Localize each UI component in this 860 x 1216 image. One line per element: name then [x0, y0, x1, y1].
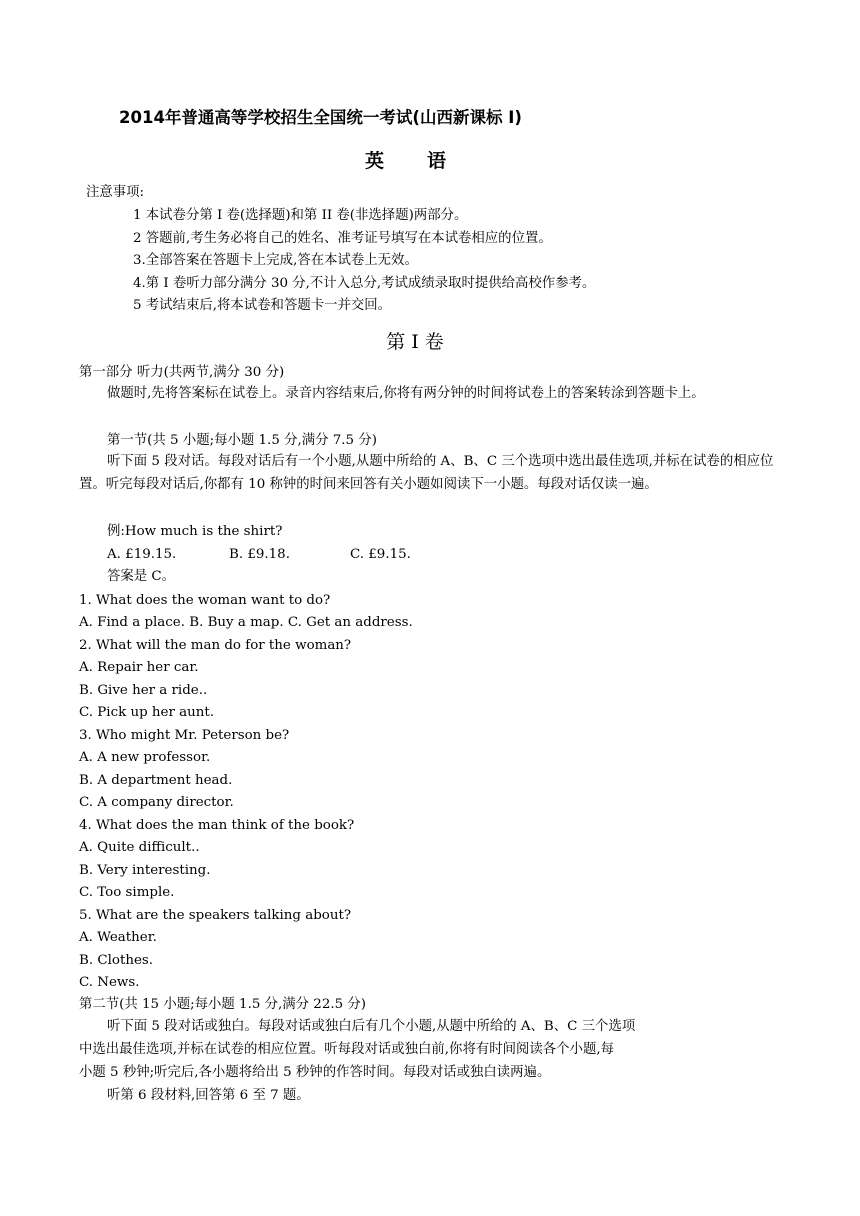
section2-intro-line-1: 听下面 5 段对话或独白。每段对话或独白后有几个小题,从题中所给的 A、B、C 三个选项 [107, 1019, 636, 1034]
exam-title: 2014年普通高等学校招生全国统一考试(山西新课标 I) [119, 108, 522, 127]
section1-intro: 听下面 5 段对话。每段对话后有一个小题,从题中所给的 A、B、C 三个选项中选出最佳选项,并标在试卷的相应位置。听完每段对话后,你都有 10 称钟的时间来回答有关小题如阅读下一小题。每段对话仅读一遍。 [79, 454, 774, 492]
question-3-option-c: C. A company director. [79, 795, 234, 810]
question-5-option-b: B. Clothes. [79, 953, 154, 968]
section1-heading: 第一节(共 5 小题;每小题 1.5 分,满分 7.5 分) [107, 433, 377, 448]
notice-item-2: 2 答题前,考生务必将自己的姓名、准考证号填写在本试卷相应的位置。 [133, 231, 552, 246]
question-1: 1. What does the woman want to do? [79, 593, 331, 608]
question-2-option-a: A. Repair her car. [79, 660, 199, 675]
section2-heading: 第二节(共 15 小题;每小题 1.5 分,满分 22.5 分) [79, 997, 366, 1012]
part1-heading: 第一部分 听力(共两节,满分 30 分) [79, 365, 285, 380]
volume-title: 第 I 卷 [386, 331, 444, 353]
question-2-option-c: C. Pick up her aunt. [79, 705, 214, 720]
question-5-option-c: C. News. [79, 975, 140, 990]
section2-intro-line-2: 中选出最佳选项,并标在试卷的相应位置。听每段对话或独白前,你将有时间阅读各个小题,每 [79, 1042, 615, 1057]
example-options [107, 547, 411, 563]
material-6-instruction: 听第 6 段材料,回答第 6 至 7 题。 [107, 1088, 310, 1103]
notice-item-4: 4.第 I 卷听力部分满分 30 分,不计入总分,考试成绩录取时提供给高校作参考。 [133, 276, 596, 291]
subject-char-1: 英 [365, 150, 386, 172]
subject-title [0, 146, 860, 173]
notice-item-5: 5 考试结束后,将本试卷和答题卡一并交回。 [133, 298, 392, 313]
example-option-c: C. £9.15. [350, 547, 411, 562]
notice-label: 注意事项: [86, 185, 145, 200]
subject-char-2: 语 [427, 150, 448, 172]
part1-intro: 做题时,先将答案标在试卷上。录音内容结束后,你将有两分钟的时间将试卷上的答案转涂到答题卡上。 [107, 386, 705, 401]
question-3: 3. Who might Mr. Peterson be? [79, 728, 290, 743]
question-4-option-b: B. Very interesting. [79, 863, 211, 878]
example-answer: 答案是 C。 [107, 569, 176, 584]
question-4-option-a: A. Quite difficult.. [79, 840, 200, 855]
example-option-a: A. £19.15. [107, 547, 177, 562]
question-4: 4. What does the man think of the book? [79, 818, 355, 833]
question-5-option-a: A. Weather. [79, 930, 157, 945]
question-3-option-a: A. A new professor. [79, 750, 211, 765]
example-option-b: B. £9.18. [229, 547, 290, 562]
question-4-option-c: C. Too simple. [79, 885, 175, 900]
question-5: 5. What are the speakers talking about? [79, 908, 352, 923]
question-3-option-b: B. A department head. [79, 773, 233, 788]
notice-item-1: 1 本试卷分第 I 卷(选择题)和第 II 卷(非选择题)两部分。 [133, 208, 468, 223]
question-1-options: A. Find a place. B. Buy a map. C. Get an address. [79, 615, 413, 630]
notice-item-3: 3.全部答案在答题卡上完成,答在本试卷上无效。 [133, 253, 418, 268]
question-2: 2. What will the man do for the woman? [79, 638, 352, 653]
section2-intro-line-3: 小题 5 秒钟;听完后,各小题将给出 5 秒钟的作答时间。每段对话或独白读两遍。 [79, 1065, 551, 1080]
example-question: 例:How much is the shirt? [107, 524, 283, 539]
question-2-option-b: B. Give her a ride.. [79, 683, 208, 698]
